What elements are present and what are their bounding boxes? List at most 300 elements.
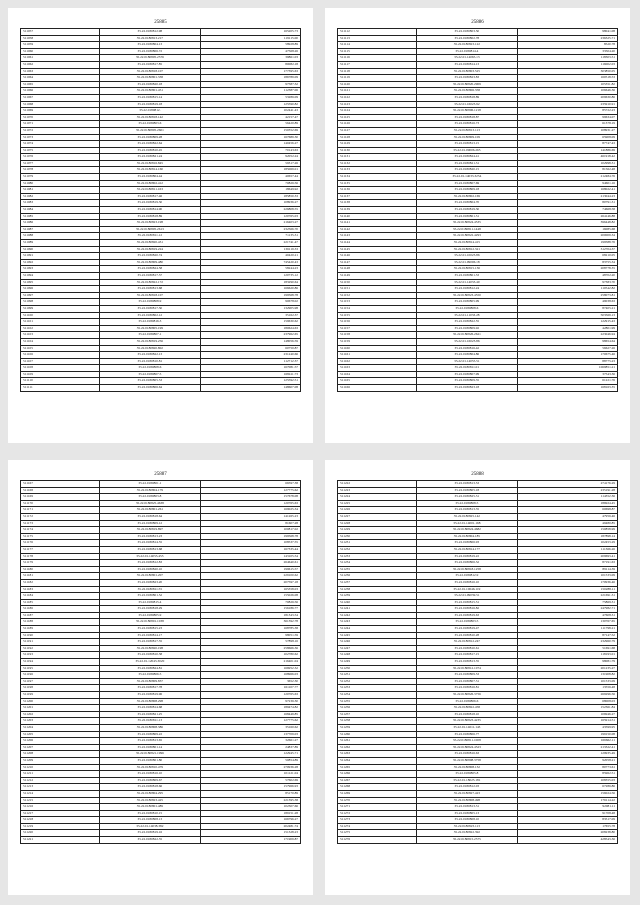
document-page <box>8 460 313 895</box>
table-row <box>21 520 301 527</box>
code-cell: 35.22.0180813.15 <box>417 141 517 148</box>
row-id-cell: 511102 <box>21 325 100 332</box>
table-row <box>338 371 618 378</box>
row-id-cell: 511200 <box>21 698 100 705</box>
amount-cell: 235910.91 <box>517 101 617 108</box>
code-cell: 35.22.0180812.9 <box>417 573 517 580</box>
amount-cell: 49480.85 <box>517 520 617 527</box>
row-id-cell: 511218 <box>21 817 100 824</box>
code-cell: 35.22.0180819.256 <box>100 338 200 345</box>
row-id-cell: 511166 <box>338 385 417 392</box>
code-cell: 35.22.0180806.64 <box>100 385 200 392</box>
code-cell: 35.22.01.14033.40 <box>417 279 517 286</box>
row-id-cell: 511251 <box>338 672 417 679</box>
row-id-cell: 511063 <box>21 68 100 75</box>
row-id-cell: 511230 <box>338 533 417 540</box>
code-cell: 35.22.0180815.31 <box>417 599 517 606</box>
amount-cell: 170675.46 <box>517 352 617 359</box>
row-id-cell: 511075 <box>21 147 100 154</box>
row-id-cell: 511219 <box>21 823 100 830</box>
amount-cell: 50854.89 <box>200 757 300 764</box>
code-cell: 35.22.0180816.81 <box>417 685 517 692</box>
amount-cell: 101121.04 <box>200 771 300 778</box>
row-id-cell: 511269 <box>338 790 417 797</box>
row-id-cell: 511133 <box>338 167 417 174</box>
table-row <box>338 830 618 837</box>
code-cell: 35.22.0180815.2575 <box>417 837 517 844</box>
page-number: 25885 <box>154 20 167 25</box>
amount-cell: 16085.68 <box>517 226 617 233</box>
table-row <box>338 481 618 488</box>
amount-cell: 312704.37 <box>517 246 617 253</box>
table-row <box>21 678 301 685</box>
table-row <box>21 586 301 593</box>
code-cell: 35.22.0180806.32 <box>417 560 517 567</box>
table-row <box>21 810 301 817</box>
code-cell: 35.22.0180815.136 <box>417 266 517 273</box>
row-id-cell: 511227 <box>338 513 417 520</box>
amount-cell: 122945.71 <box>200 751 300 758</box>
table-row <box>21 540 301 547</box>
row-id-cell: 511136 <box>338 187 417 194</box>
amount-cell: 74668.58 <box>517 207 617 214</box>
table-row <box>338 200 618 207</box>
row-id-cell: 511180 <box>21 566 100 573</box>
amount-cell: 189151.28 <box>200 810 300 817</box>
amount-cell: 169025.34 <box>200 507 300 514</box>
code-cell: 35.22.0180808.5 <box>417 500 517 507</box>
table-row <box>338 121 618 128</box>
amount-cell: 167689.30 <box>200 134 300 141</box>
table-row <box>21 371 301 378</box>
row-id-cell: 511085 <box>21 213 100 220</box>
row-id-cell: 511240 <box>338 599 417 606</box>
amount-cell: 171909.87 <box>200 837 300 844</box>
data-table <box>20 28 301 392</box>
code-cell: 35.22.0180820.431 <box>100 240 200 247</box>
code-cell: 35.22.0180809.837 <box>100 678 200 685</box>
amount-cell: 745420.43 <box>200 259 300 266</box>
amount-cell: 57602.69 <box>200 777 300 784</box>
table-row <box>338 500 618 507</box>
row-id-cell: 511092 <box>21 259 100 266</box>
code-cell: 35.22.0180805.8 <box>417 771 517 778</box>
amount-cell: 221691.31 <box>517 593 617 600</box>
table-row <box>338 507 618 514</box>
amount-cell: 120735.12 <box>200 272 300 279</box>
code-cell: 35.22.0180816.42 <box>417 345 517 352</box>
amount-cell: 141265.23 <box>200 513 300 520</box>
table-row <box>338 487 618 494</box>
row-id-cell: 511142 <box>338 226 417 233</box>
amount-cell: 165205.73 <box>200 29 300 36</box>
data-table <box>20 480 301 844</box>
amount-cell: 102453.29 <box>517 540 617 547</box>
row-id-cell: 511138 <box>338 200 417 207</box>
amount-cell: 189474.82 <box>200 705 300 712</box>
row-id-cell: 511244 <box>338 626 417 633</box>
row-id-cell: 511184 <box>21 593 100 600</box>
code-cell: 35.22.0180809.92 <box>417 325 517 332</box>
code-cell: 35.22.0180823.20 <box>100 579 200 586</box>
amount-cell: 92081.11 <box>517 804 617 811</box>
amount-cell: 83755.34 <box>517 259 617 266</box>
amount-cell: 57898.16 <box>200 639 300 646</box>
code-cell: 35.22.0180813.113 <box>417 127 517 134</box>
row-id-cell: 511059 <box>21 42 100 49</box>
table-row <box>21 685 301 692</box>
amount-cell: 102780.62 <box>200 652 300 659</box>
row-id-cell: 511156 <box>338 319 417 326</box>
code-cell: 35.22.0180801.1 <box>100 481 200 488</box>
row-id-cell: 511172 <box>21 513 100 520</box>
amount-cell: 101533.09 <box>517 678 617 685</box>
code-cell: 35.22.0180809.53 <box>417 672 517 679</box>
code-cell: 35.22.0180805.2576 <box>100 55 200 62</box>
code-cell: 35.22.0180824.4682 <box>417 527 517 534</box>
row-id-cell: 511107 <box>21 358 100 365</box>
table-row <box>21 639 301 646</box>
amount-cell: 127775.62 <box>200 487 300 494</box>
amount-cell: 186789.09 <box>200 75 300 82</box>
table-row <box>338 81 618 88</box>
amount-cell: 258073.81 <box>517 292 617 299</box>
code-cell: 35.22.0180801.80 <box>100 757 200 764</box>
amount-cell: 176114.22 <box>517 797 617 804</box>
table-row <box>21 332 301 339</box>
row-id-cell: 511072 <box>21 127 100 134</box>
amount-cell: 85962.51 <box>517 771 617 778</box>
table-row <box>21 599 301 606</box>
table-row <box>21 213 301 220</box>
amount-cell: 168966.03 <box>200 672 300 679</box>
amount-cell: 58928.89 <box>200 42 300 49</box>
row-id-cell: 511268 <box>338 784 417 791</box>
row-id-cell: 511265 <box>338 764 417 771</box>
row-id-cell: 511096 <box>21 286 100 293</box>
row-id-cell: 511163 <box>338 365 417 372</box>
row-id-cell: 511217 <box>21 810 100 817</box>
table-row <box>21 266 301 273</box>
row-id-cell: 511114 <box>338 42 417 49</box>
table-row <box>338 312 618 319</box>
code-cell: 35.22.0180821.25 <box>100 711 200 718</box>
amount-cell: 75869.31 <box>517 599 617 606</box>
table-row <box>338 213 618 220</box>
table-row <box>21 246 301 253</box>
amount-cell: 51691.68 <box>517 645 617 652</box>
code-cell: 35.22.0180801.338 <box>100 75 200 82</box>
amount-cell: 223046.94 <box>517 332 617 339</box>
amount-cell: 85722.23 <box>517 108 617 115</box>
amount-cell: 235191.28 <box>517 487 617 494</box>
amount-cell: 94601.16 <box>517 180 617 187</box>
code-cell: 35.22.0180818.1258 <box>417 566 517 573</box>
code-cell: 35.22.0180812.03 <box>417 784 517 791</box>
amount-cell: 207597.18 <box>200 579 300 586</box>
table-row <box>338 837 618 844</box>
row-id-cell: 511212 <box>21 777 100 784</box>
row-id-cell: 511141 <box>338 220 417 227</box>
amount-cell: 32661.27 <box>200 738 300 745</box>
row-id-cell: 511134 <box>338 174 417 181</box>
row-id-cell: 511111 <box>21 385 100 392</box>
code-cell: 35.22.0180822.55 <box>417 319 517 326</box>
table-row <box>21 345 301 352</box>
code-cell: 35.22.0180822.392 <box>417 830 517 837</box>
row-id-cell: 511221 <box>21 837 100 844</box>
row-id-cell: 511245 <box>338 632 417 639</box>
table-row <box>21 385 301 392</box>
code-cell: 35.22.0180816.10 <box>417 579 517 586</box>
amount-cell: 185069.01 <box>200 167 300 174</box>
code-cell: 35.22.0180819.18 <box>100 101 200 108</box>
table-row <box>338 612 618 619</box>
code-cell: 35.22.0180814.68 <box>100 705 200 712</box>
table-row <box>21 632 301 639</box>
table-row <box>338 187 618 194</box>
row-id-cell: 511066 <box>21 88 100 95</box>
table-row <box>21 200 301 207</box>
code-cell: 35.22.0180812. <box>100 108 200 115</box>
code-cell: 35.22.01.14053.453 <box>100 553 200 560</box>
table-row <box>21 579 301 586</box>
table-row <box>338 193 618 200</box>
table-row <box>21 108 301 115</box>
code-cell: 35.22.0180808.6 <box>417 305 517 312</box>
code-cell: 35.22.0180813.53 <box>417 481 517 488</box>
table-row <box>21 29 301 36</box>
amount-cell: 98654.64 <box>517 338 617 345</box>
table-row <box>21 160 301 167</box>
amount-cell: 71135.31 <box>200 233 300 240</box>
amount-cell: 148056.59 <box>200 338 300 345</box>
table-row <box>338 757 618 764</box>
code-cell: 35.22.0180807.31 <box>417 678 517 685</box>
code-cell: 35.22.01.09006.265 <box>417 147 517 154</box>
code-cell: 35.22.0180821.24 <box>100 154 200 161</box>
amount-cell: 122915.43 <box>517 319 617 326</box>
table-row <box>21 757 301 764</box>
amount-cell: 59317.26 <box>200 160 300 167</box>
table-row <box>338 527 618 534</box>
row-id-cell: 511176 <box>21 540 100 547</box>
amount-cell: 226808.55 <box>200 207 300 214</box>
table-row <box>21 672 301 679</box>
amount-cell: 200009.34 <box>517 233 617 240</box>
table-row <box>338 141 618 148</box>
table-row <box>338 593 618 600</box>
table-row <box>21 365 301 372</box>
amount-cell: 143105.54 <box>200 553 300 560</box>
code-cell: 35.22.0180819.22 <box>417 553 517 560</box>
row-id-cell: 511149 <box>338 272 417 279</box>
code-cell: 35.22.0180819.30 <box>100 200 200 207</box>
table-row <box>21 612 301 619</box>
amount-cell: 105351.82 <box>517 81 617 88</box>
amount-cell: 120765.03 <box>200 213 300 220</box>
amount-cell: 120765.63 <box>200 692 300 699</box>
amount-cell: 132905.98 <box>200 305 300 312</box>
amount-cell: 202481.74 <box>200 823 300 830</box>
amount-cell: 161107.77 <box>200 685 300 692</box>
row-id-cell: 511121 <box>338 88 417 95</box>
amount-cell: 231240.66 <box>200 352 300 359</box>
row-id-cell: 511109 <box>21 371 100 378</box>
row-id-cell: 511222 <box>338 481 417 488</box>
row-id-cell: 511086 <box>21 220 100 227</box>
row-id-cell: 511177 <box>21 546 100 553</box>
code-cell: 35.22.0180818.64 <box>100 513 200 520</box>
table-row <box>338 75 618 82</box>
row-id-cell: 511167 <box>21 481 100 488</box>
row-id-cell: 511214 <box>21 790 100 797</box>
code-cell: 35.22.01.14065.13 <box>417 55 517 62</box>
table-row <box>21 771 301 778</box>
table-row <box>338 804 618 811</box>
table-row <box>21 784 301 791</box>
table-row <box>21 553 301 560</box>
row-id-cell: 511181 <box>21 573 100 580</box>
row-id-cell: 511183 <box>21 586 100 593</box>
code-cell: 35.22.0180816.3 <box>100 319 200 326</box>
table-row <box>338 160 618 167</box>
code-cell: 35.22.0180814.4 <box>417 48 517 55</box>
code-cell: 35.22.0180820.802 <box>100 345 200 352</box>
table-row <box>338 520 618 527</box>
amount-cell: 130767.65 <box>517 619 617 626</box>
amount-cell: 42801.99 <box>517 325 617 332</box>
table-row <box>21 738 301 745</box>
amount-cell: 201235.27 <box>517 665 617 672</box>
table-row <box>338 332 618 339</box>
row-id-cell: 511188 <box>21 619 100 626</box>
row-id-cell: 511160 <box>338 345 417 352</box>
row-id-cell: 511065 <box>21 81 100 88</box>
code-cell: 35.22.0180811.13 <box>100 718 200 725</box>
amount-cell: 166662.11 <box>517 738 617 745</box>
table-row <box>338 817 618 824</box>
table-row <box>338 305 618 312</box>
amount-cell: 89114.39 <box>517 566 617 573</box>
row-id-cell: 511119 <box>338 75 417 82</box>
table-row <box>338 777 618 784</box>
row-id-cell: 511189 <box>21 626 100 633</box>
table-row <box>338 246 618 253</box>
row-id-cell: 511147 <box>338 259 417 266</box>
row-id-cell: 511238 <box>338 586 417 593</box>
row-id-cell: 511248 <box>338 652 417 659</box>
row-id-cell: 511104 <box>21 338 100 345</box>
row-id-cell: 511196 <box>21 672 100 679</box>
row-id-cell: 511151 <box>338 286 417 293</box>
row-id-cell: 511275 <box>338 830 417 837</box>
table-row <box>338 672 618 679</box>
table-row <box>338 48 618 55</box>
table-row <box>21 777 301 784</box>
code-cell: 35.22.0180802.412 <box>100 180 200 187</box>
amount-cell: 183290.64 <box>200 279 300 286</box>
table-row <box>338 731 618 738</box>
table-row <box>21 751 301 758</box>
data-table <box>337 28 618 392</box>
code-cell: 35.22.0180810.15 <box>100 810 200 817</box>
amount-cell: 97587.32 <box>200 81 300 88</box>
amount-cell: 177395.63 <box>200 68 300 75</box>
code-cell: 35.22.0180814.55 <box>100 540 200 547</box>
code-cell: 35.22.0180817.35 <box>100 639 200 646</box>
code-cell: 35.22.0180816.845 <box>100 160 200 167</box>
amount-cell: 110542.82 <box>517 286 617 293</box>
code-cell: 35.22.0180820.18 <box>100 81 200 88</box>
row-id-cell: 511132 <box>338 160 417 167</box>
table-row <box>338 711 618 718</box>
amount-cell: 91708.48 <box>517 810 617 817</box>
code-cell: 35.22.01.09039.51 <box>417 593 517 600</box>
row-id-cell: 511224 <box>338 494 417 501</box>
row-id-cell: 511071 <box>21 121 100 128</box>
row-id-cell: 511108 <box>21 365 100 372</box>
amount-cell: 199150.08 <box>517 731 617 738</box>
page-number: 25888 <box>471 472 484 477</box>
table-row <box>338 764 618 771</box>
code-cell: 35.22.0180826.3756 <box>417 692 517 699</box>
row-id-cell: 511062 <box>21 61 100 68</box>
data-table <box>337 480 618 844</box>
table-row <box>338 259 618 266</box>
row-id-cell: 511129 <box>338 141 417 148</box>
row-id-cell: 511174 <box>21 527 100 534</box>
row-id-cell: 511261 <box>338 738 417 745</box>
code-cell: 35.22.0180806.1218 <box>417 108 517 115</box>
table-row <box>338 771 618 778</box>
row-id-cell: 511186 <box>21 606 100 613</box>
amount-cell: 209693.41 <box>517 553 617 560</box>
table-row <box>338 101 618 108</box>
table-row <box>21 233 301 240</box>
table-row <box>21 804 301 811</box>
amount-cell: 49038.63 <box>517 299 617 306</box>
code-cell: 35.22.0180813.65 <box>100 738 200 745</box>
table-row <box>338 573 618 580</box>
row-id-cell: 511127 <box>338 127 417 134</box>
amount-cell: 102307.66 <box>200 804 300 811</box>
row-id-cell: 511087 <box>21 226 100 233</box>
row-id-cell: 511164 <box>338 371 417 378</box>
row-id-cell: 511249 <box>338 659 417 666</box>
table-row <box>21 560 301 567</box>
amount-cell: 168449.85 <box>200 711 300 718</box>
amount-cell: 92058.21 <box>517 757 617 764</box>
amount-cell: 40420.21 <box>200 253 300 260</box>
table-row <box>338 61 618 68</box>
table-row <box>338 705 618 712</box>
table-row <box>338 167 618 174</box>
code-cell: 35.22.0180823.18 <box>417 385 517 392</box>
code-cell: 35.22.0180813.35 <box>417 507 517 514</box>
code-cell: 35.22.0180813.31 <box>417 804 517 811</box>
table-row <box>338 678 618 685</box>
row-id-cell: 511223 <box>338 487 417 494</box>
table-row <box>338 233 618 240</box>
table-row <box>21 527 301 534</box>
table-row <box>338 692 618 699</box>
table-row <box>338 823 618 830</box>
row-id-cell: 511081 <box>21 187 100 194</box>
table-row <box>21 494 301 501</box>
amount-cell: 8520.78 <box>517 42 617 49</box>
amount-cell: 180624.63 <box>200 325 300 332</box>
